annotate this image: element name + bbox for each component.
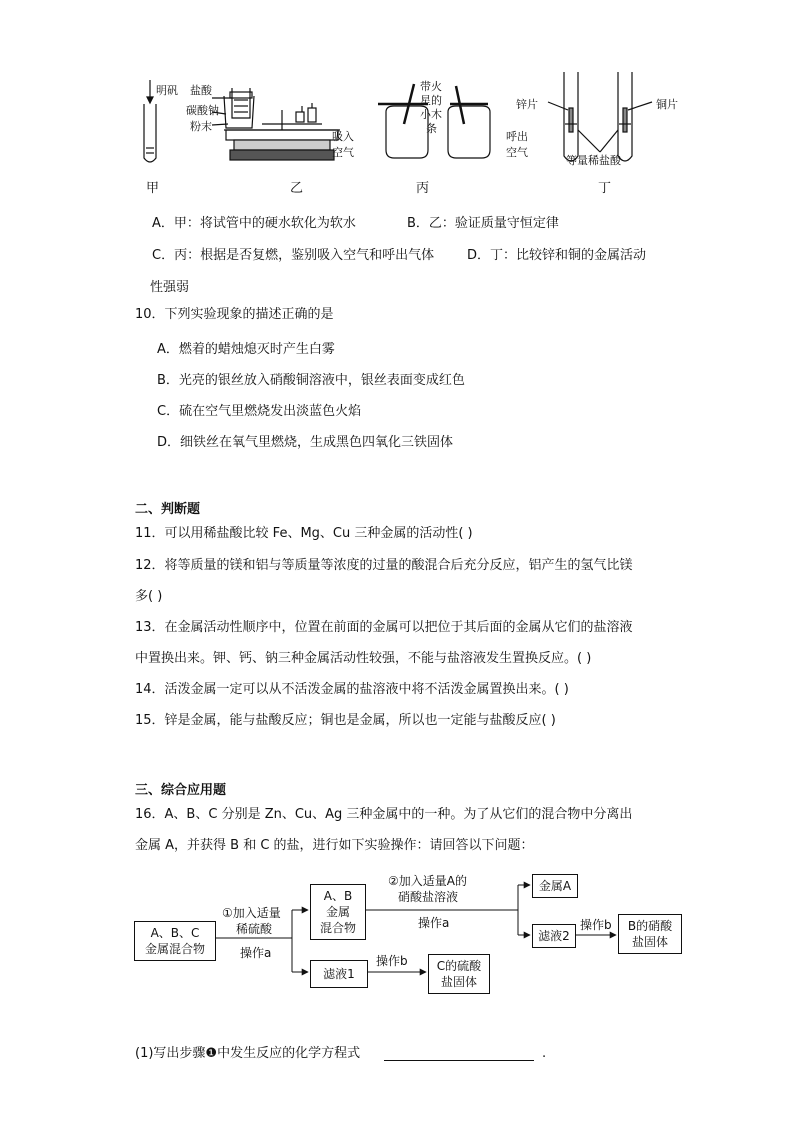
box-filtrate-2: 滤液2 — [532, 924, 576, 948]
q9-option-d-cont: 性强弱 — [150, 280, 190, 295]
bing-stick-3: 小木 — [420, 108, 442, 121]
q10-option-d: D．细铁丝在氧气里燃烧，生成黑色四氧化三铁固体 — [157, 435, 454, 450]
q14: 14．活泼金属一定可以从不活泼金属的盐溶液中将不活泼金属置换出来。( ) — [135, 682, 569, 697]
box-c-line-1: C的硫酸 — [436, 959, 482, 973]
caption-bing: 丙 — [416, 181, 430, 196]
q15: 15．锌是金属，能与盐酸反应；铜也是金属，所以也一定能与盐酸反应( ) — [135, 713, 556, 728]
op-a-1: 操作a — [240, 946, 272, 960]
ding-label-acid: 等量稀盐酸 — [566, 154, 621, 167]
op-b-1: 操作b — [580, 918, 612, 932]
q13-line-1: 13．在金属活动性顺序中，位置在前面的金属可以把位于其后面的金属从它们的盐溶液 — [135, 620, 633, 635]
box-ab-mixture — [310, 884, 366, 940]
caption-ding: 丁 — [598, 181, 612, 196]
q12-line-2: 多( ) — [135, 589, 163, 604]
q9-option-a: A．甲：将试管中的硬水软化为软水 — [152, 216, 356, 231]
box-filtrate-1: 滤液1 — [310, 960, 368, 988]
bing-stick-4: 条 — [426, 122, 437, 135]
op-a-2: 操作a — [418, 916, 450, 930]
caption-jia: 甲 — [146, 181, 160, 196]
box-b-nitrate-solid — [618, 914, 682, 954]
bing-label-out-2: 空气 — [506, 146, 528, 159]
ding-label-cu: 铜片 — [656, 98, 678, 111]
bing-label-in: 吸入 — [332, 130, 354, 143]
step-2-line-2: 硝酸盐溶液 — [398, 890, 459, 904]
box-b-line-1: B的硝酸 — [627, 919, 673, 933]
jia-label: 明矾 — [156, 84, 178, 97]
step-1-line-1: ①加入适量 — [222, 906, 281, 920]
box-abc-line-1: A、B、C — [150, 926, 200, 940]
bing-stick-2: 星的 — [420, 94, 442, 107]
q16-part-1: (1)写出步骤❶中发生反应的化学方程式 — [135, 1046, 361, 1061]
yi-label-2: 碳酸钠 — [186, 104, 219, 117]
q10-option-b: B．光亮的银丝放入硝酸铜溶液中，银丝表面变成红色 — [157, 373, 465, 388]
section-3-title: 三、综合应用题 — [135, 783, 227, 798]
box-ab-line-3: 混合物 — [319, 921, 356, 935]
yi-label-3: 粉末 — [190, 120, 212, 133]
box-abc-line-2: 金属混合物 — [144, 942, 205, 956]
bing-label-in-2: 空气 — [332, 146, 354, 159]
q13-line-2: 中置换出来。钾、钙、钠三种金属活动性较强，不能与盐溶液发生置换反应。( ) — [135, 651, 592, 666]
ding-label-zn: 锌片 — [516, 98, 538, 111]
period-mark: . — [542, 1046, 547, 1061]
q10-stem: 10．下列实验现象的描述正确的是 — [135, 307, 334, 322]
step-2-line-1: ②加入适量A的 — [388, 874, 467, 888]
box-b-line-2: 盐固体 — [631, 935, 668, 949]
q16-line-1: 16．A、B、C 分别是 Zn、Cu、Ag 三种金属中的一种。为了从它们的混合物中分离出 — [135, 807, 633, 822]
q10-option-c: C．硫在空气里燃烧发出淡蓝色火焰 — [157, 404, 362, 419]
yi-label-1: 盐酸 — [190, 84, 212, 97]
op-b-2: 操作b — [376, 954, 408, 968]
box-c-line-2: 盐固体 — [440, 975, 477, 989]
q11: 11．可以用稀盐酸比较 Fe、Mg、Cu 三种金属的活动性( ) — [135, 526, 473, 541]
step-1-line-2: 稀硫酸 — [236, 922, 273, 936]
box-abc-mixture — [134, 921, 216, 961]
q16-line-2: 金属 A，并获得 B 和 C 的盐，进行如下实验操作：请回答以下问题： — [135, 838, 534, 853]
box-ab-line-2: 金属 — [325, 905, 350, 919]
box-c-sulfate-solid — [428, 954, 490, 994]
bing-label-out: 呼出 — [506, 130, 528, 143]
q10-option-a: A．燃着的蜡烛熄灭时产生白雾 — [157, 342, 335, 357]
caption-yi: 乙 — [290, 181, 304, 196]
q9-option-b: B．乙：验证质量守恒定律 — [407, 216, 559, 231]
q9-option-c: C．丙：根据是否复燃，鉴别吸入空气和呼出气体 — [152, 248, 435, 263]
q9-option-d: D．丁：比较锌和铜的金属活动 — [467, 248, 647, 263]
bing-stick-1: 带火 — [420, 80, 442, 93]
section-2-title: 二、判断题 — [135, 502, 201, 517]
answer-blank[interactable] — [384, 1060, 534, 1061]
box-ab-line-1: A、B — [323, 889, 353, 903]
box-metal-a: 金属A — [532, 874, 578, 898]
q12-line-1: 12．将等质量的镁和铝与等质量等浓度的过量的酸混合后充分反应，铝产生的氢气比镁 — [135, 558, 633, 573]
